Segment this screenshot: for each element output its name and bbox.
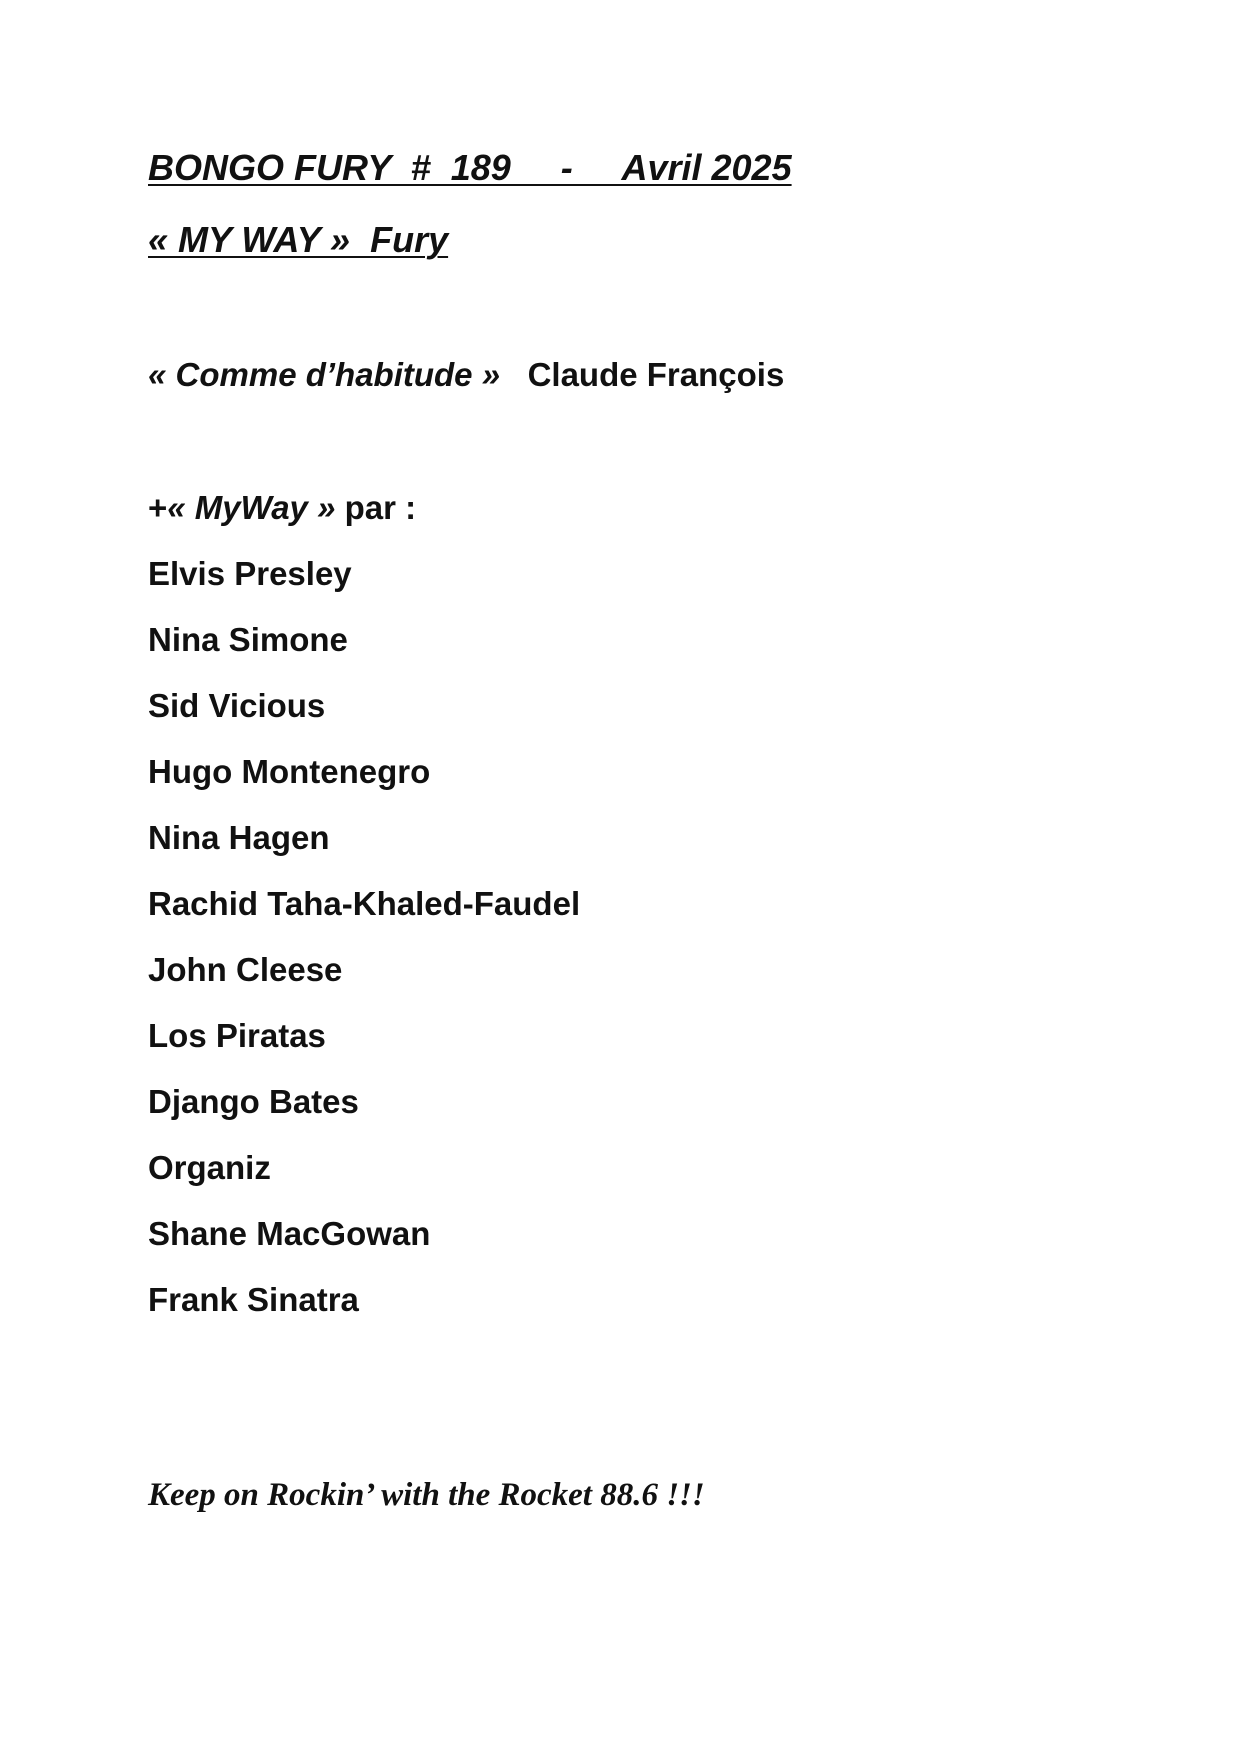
- versions-song-title: « MyWay »: [167, 489, 336, 526]
- featured-song-line: [148, 355, 784, 395]
- page-subtitle: « MY WAY » Fury: [148, 219, 449, 260]
- featured-song-title: « Comme d’habitude »: [148, 356, 501, 393]
- list-item: Shane MacGowan: [148, 1215, 431, 1252]
- list-item: Nina Hagen: [148, 819, 330, 856]
- list-item: Django Bates: [148, 1083, 359, 1120]
- list-item: Elvis Presley: [148, 555, 352, 592]
- page-title: BONGO FURY # 189 - Avril 2025: [148, 147, 792, 188]
- featured-artist: Claude François: [527, 356, 785, 393]
- list-item: John Cleese: [148, 951, 343, 988]
- list-item: Hugo Montenegro: [148, 753, 431, 790]
- list-item: Organiz: [148, 1149, 271, 1186]
- versions-prefix: +: [148, 489, 168, 526]
- versions-heading: [148, 488, 416, 528]
- list-item: Sid Vicious: [148, 687, 326, 724]
- footer-slogan: Keep on Rockin’ with the Rocket 88.6 !!!: [148, 1477, 705, 1513]
- versions-suffix: par :: [335, 489, 417, 526]
- list-item: Nina Simone: [148, 621, 348, 658]
- list-item: Rachid Taha-Khaled-Faudel: [148, 885, 581, 922]
- featured-spacer: [500, 356, 528, 393]
- list-item: Los Piratas: [148, 1017, 326, 1054]
- list-item: Frank Sinatra: [148, 1281, 359, 1318]
